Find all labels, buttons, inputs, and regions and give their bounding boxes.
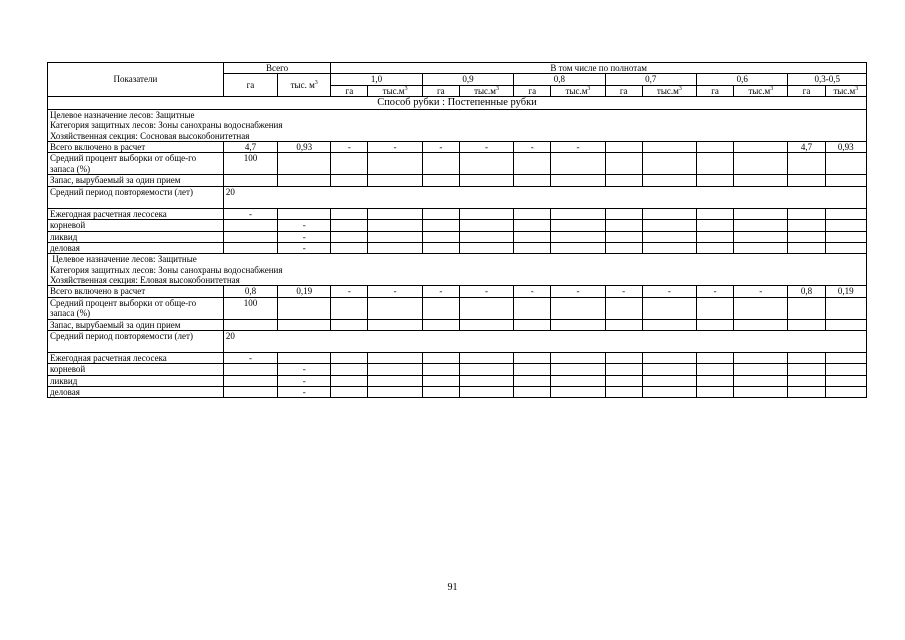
- table-cell: [697, 231, 734, 242]
- table-cell: [331, 153, 368, 175]
- table-cell: [223, 231, 277, 242]
- table-cell: [331, 364, 368, 375]
- table-cell: [788, 297, 825, 319]
- table-cell: [642, 319, 696, 330]
- total-value: -: [331, 286, 368, 297]
- header-by-density: В том числе по полнотам: [331, 63, 867, 74]
- table-cell: [697, 208, 734, 219]
- table-cell: [734, 220, 788, 231]
- total-value: 0,93: [825, 142, 866, 153]
- table-cell: [825, 220, 866, 231]
- unit-volume: $тыс.м^3$: [551, 85, 605, 96]
- table-cell: [605, 364, 642, 375]
- annual-value: -: [223, 352, 277, 363]
- table-cell: [459, 352, 513, 363]
- table-cell: [788, 364, 825, 375]
- root-label: корневой: [48, 364, 224, 375]
- total-value: -: [551, 286, 605, 297]
- table-cell: [331, 297, 368, 319]
- table-cell: [514, 319, 551, 330]
- avg-percent-value: 100: [223, 297, 277, 319]
- table-cell: [551, 242, 605, 253]
- unit-ha: га: [514, 85, 551, 96]
- table-cell: [788, 352, 825, 363]
- table-cell: [642, 242, 696, 253]
- table-cell: [642, 386, 696, 397]
- unit-volume: $тыс.м^3$: [368, 85, 422, 96]
- table-cell: [642, 297, 696, 319]
- table-cell: [788, 375, 825, 386]
- total-value: [642, 142, 696, 153]
- table-cell: [551, 319, 605, 330]
- table-cell: [459, 297, 513, 319]
- table-cell: [605, 220, 642, 231]
- table-cell: [605, 386, 642, 397]
- table-cell: [422, 220, 459, 231]
- table-cell: [642, 364, 696, 375]
- table-cell: [422, 231, 459, 242]
- table-cell: [422, 242, 459, 253]
- table-cell: [223, 242, 277, 253]
- total-value: -: [514, 286, 551, 297]
- annual-value: -: [223, 208, 277, 219]
- table-cell: [605, 242, 642, 253]
- table-cell: [734, 319, 788, 330]
- table-cell: [734, 231, 788, 242]
- table-cell: [514, 352, 551, 363]
- table-cell: [642, 220, 696, 231]
- table-cell: [734, 375, 788, 386]
- total-value: -: [551, 142, 605, 153]
- table-cell: [278, 352, 331, 363]
- table-cell: [368, 153, 422, 175]
- density-header: 0,3-0,5: [788, 74, 867, 85]
- table-cell: [459, 375, 513, 386]
- total-value: [605, 142, 642, 153]
- table-cell: [278, 297, 331, 319]
- unit-ha: га: [605, 85, 642, 96]
- total-value: -: [642, 286, 696, 297]
- total-value: -: [459, 142, 513, 153]
- table-cell: [697, 375, 734, 386]
- total-label: Всего включено в расчет: [48, 286, 224, 297]
- table-cell: [514, 153, 551, 175]
- table-cell: [459, 319, 513, 330]
- table-cell: [459, 153, 513, 175]
- table-cell: [734, 297, 788, 319]
- table-cell: [422, 319, 459, 330]
- table-cell: [223, 364, 277, 375]
- table-cell: [459, 231, 513, 242]
- table-cell: [825, 242, 866, 253]
- table-cell: [605, 153, 642, 175]
- table-cell: [642, 231, 696, 242]
- unit-volume: $тыс.м^3$: [734, 85, 788, 96]
- table-cell: [223, 220, 277, 231]
- table-cell: [514, 242, 551, 253]
- table-cell: [422, 297, 459, 319]
- table-cell: [278, 153, 331, 175]
- period-value: 20: [223, 186, 866, 208]
- table-cell: [278, 208, 331, 219]
- page-number: 91: [447, 582, 458, 593]
- unit-ha: га: [422, 85, 459, 96]
- table-cell: [788, 386, 825, 397]
- density-header: 0,7: [605, 74, 696, 85]
- table-cell: [459, 220, 513, 231]
- business-label: деловая: [48, 242, 224, 253]
- density-header: 1,0: [331, 74, 422, 85]
- table-cell: [331, 208, 368, 219]
- table-cell: [825, 231, 866, 242]
- total-value: 4,7: [223, 142, 277, 153]
- avg-percent-value: 100: [223, 153, 277, 175]
- table-cell: [368, 242, 422, 253]
- business-value: -: [278, 242, 331, 253]
- business-label: деловая: [48, 386, 224, 397]
- table-cell: [331, 386, 368, 397]
- table-cell: [551, 220, 605, 231]
- table-cell: [331, 352, 368, 363]
- table-cell: [422, 386, 459, 397]
- table-cell: [551, 297, 605, 319]
- table-cell: [697, 352, 734, 363]
- table-cell: [459, 364, 513, 375]
- total-value: [697, 142, 734, 153]
- header-total-volume: тыс. $м^3$: [278, 74, 331, 97]
- table-cell: [514, 175, 551, 186]
- root-value: -: [278, 220, 331, 231]
- table-cell: [697, 319, 734, 330]
- total-value: -: [422, 286, 459, 297]
- root-value: -: [278, 364, 331, 375]
- header-total: Всего: [223, 63, 331, 74]
- table-cell: [223, 319, 277, 330]
- table-cell: [825, 352, 866, 363]
- table-cell: [825, 319, 866, 330]
- table-cell: [459, 208, 513, 219]
- total-value: [734, 142, 788, 153]
- table-cell: [551, 352, 605, 363]
- stock-label: Запас, вырубаемый за один прием: [48, 175, 224, 186]
- annual-label: Ежегодная расчетная лесосека: [48, 352, 224, 363]
- table-cell: [368, 175, 422, 186]
- table-cell: [422, 153, 459, 175]
- table-cell: [223, 375, 277, 386]
- harvest-table: [47, 62, 867, 398]
- cutting-method: Способ рубки : Постепенные рубки: [48, 97, 867, 110]
- table-cell: [331, 175, 368, 186]
- total-value: -: [605, 286, 642, 297]
- total-label: Всего включено в расчет: [48, 142, 224, 153]
- table-cell: [459, 175, 513, 186]
- table-cell: [422, 352, 459, 363]
- table-cell: [551, 375, 605, 386]
- table-cell: [331, 319, 368, 330]
- table-cell: [331, 242, 368, 253]
- table-cell: [697, 364, 734, 375]
- table-cell: [642, 352, 696, 363]
- table-cell: [788, 242, 825, 253]
- liquid-label: ликвид: [48, 375, 224, 386]
- table-cell: [734, 242, 788, 253]
- table-cell: [514, 297, 551, 319]
- total-value: -: [697, 286, 734, 297]
- section-info-line: Хозяйственная секция: Сосновая высокобонитетная: [50, 130, 250, 141]
- table-cell: [368, 319, 422, 330]
- total-value: 0,19: [825, 286, 866, 297]
- table-cell: [368, 231, 422, 242]
- table-cell: [605, 231, 642, 242]
- table-cell: [422, 364, 459, 375]
- total-value: -: [514, 142, 551, 153]
- table-cell: [514, 231, 551, 242]
- table-cell: [368, 297, 422, 319]
- table-cell: [514, 375, 551, 386]
- total-value: 0,19: [278, 286, 331, 297]
- table-cell: [223, 386, 277, 397]
- unit-volume: $тыс.м^3$: [459, 85, 513, 96]
- table-cell: [734, 208, 788, 219]
- table-cell: [825, 386, 866, 397]
- table-cell: [514, 364, 551, 375]
- total-value: 0,8: [223, 286, 277, 297]
- table-cell: [605, 208, 642, 219]
- table-cell: [697, 242, 734, 253]
- total-value: -: [459, 286, 513, 297]
- table-cell: [697, 220, 734, 231]
- table-cell: [697, 175, 734, 186]
- table-cell: [825, 375, 866, 386]
- header-total-ha: га: [223, 74, 277, 97]
- density-header: 0,8: [514, 74, 605, 85]
- section-info-line: Хозяйственная секция: Еловая высокобонитетная: [50, 274, 240, 285]
- table-cell: [788, 319, 825, 330]
- table-cell: [697, 386, 734, 397]
- total-value: -: [422, 142, 459, 153]
- table-cell: [605, 375, 642, 386]
- table-cell: [514, 220, 551, 231]
- total-value: -: [368, 142, 422, 153]
- table-cell: [788, 220, 825, 231]
- density-header: 0,6: [697, 74, 788, 85]
- unit-ha: га: [788, 85, 825, 96]
- table-cell: [788, 231, 825, 242]
- stock-label: Запас, вырубаемый за один прием: [48, 319, 224, 330]
- table-cell: [642, 208, 696, 219]
- table-cell: [422, 375, 459, 386]
- section-info-line: Целевое назначение лесов: Защитные: [50, 254, 197, 265]
- avg-percent-label: Средний процент выборки от обще-го запаса (%): [48, 153, 224, 175]
- liquid-value: -: [278, 375, 331, 386]
- liquid-label: ликвид: [48, 231, 224, 242]
- business-value: -: [278, 386, 331, 397]
- table-cell: [368, 364, 422, 375]
- table-cell: [223, 175, 277, 186]
- table-cell: [551, 153, 605, 175]
- table-cell: [514, 208, 551, 219]
- table-cell: [734, 153, 788, 175]
- annual-label: Ежегодная расчетная лесосека: [48, 208, 224, 219]
- section-info-line: Категория защитных лесов: Зоны санохраны водоснабжения: [50, 120, 283, 131]
- section-info-line: Целевое назначение лесов: Защитные: [50, 110, 195, 121]
- table-cell: [459, 242, 513, 253]
- table-cell: [551, 386, 605, 397]
- total-value: -: [368, 286, 422, 297]
- table-cell: [825, 153, 866, 175]
- total-value: -: [331, 142, 368, 153]
- table-cell: [278, 175, 331, 186]
- table-cell: [514, 386, 551, 397]
- density-header: 0,9: [422, 74, 513, 85]
- table-cell: [825, 364, 866, 375]
- table-cell: [605, 297, 642, 319]
- table-cell: [825, 175, 866, 186]
- section-info-line: Категория защитных лесов: Зоны санохраны водоснабжения: [50, 264, 283, 275]
- period-value: 20: [223, 330, 866, 352]
- total-value: 4,7: [788, 142, 825, 153]
- table-cell: [368, 352, 422, 363]
- table-cell: [331, 220, 368, 231]
- table-cell: [697, 297, 734, 319]
- table-cell: [551, 175, 605, 186]
- table-cell: [825, 297, 866, 319]
- table-cell: [551, 208, 605, 219]
- table-cell: [642, 153, 696, 175]
- liquid-value: -: [278, 231, 331, 242]
- table-cell: [734, 386, 788, 397]
- table-cell: [422, 208, 459, 219]
- table-cell: [605, 319, 642, 330]
- period-label: Средний период повторяемости (лет): [48, 186, 224, 208]
- total-value: 0,93: [278, 142, 331, 153]
- section-info: [48, 110, 867, 142]
- table-cell: [697, 153, 734, 175]
- table-cell: [331, 375, 368, 386]
- table-cell: [642, 175, 696, 186]
- root-label: корневой: [48, 220, 224, 231]
- unit-ha: га: [697, 85, 734, 96]
- table-cell: [368, 220, 422, 231]
- unit-ha: га: [331, 85, 368, 96]
- table-cell: [278, 319, 331, 330]
- table-cell: [788, 175, 825, 186]
- table-cell: [734, 175, 788, 186]
- period-label: Средний период повторяемости (лет): [48, 330, 224, 352]
- table-cell: [825, 208, 866, 219]
- unit-volume: $тыс.м^3$: [825, 85, 866, 96]
- table-cell: [331, 231, 368, 242]
- table-cell: [368, 386, 422, 397]
- table-cell: [459, 386, 513, 397]
- table-cell: [788, 153, 825, 175]
- table-cell: [551, 364, 605, 375]
- table-cell: [422, 175, 459, 186]
- table-cell: [368, 208, 422, 219]
- table-cell: [734, 352, 788, 363]
- table-cell: [368, 375, 422, 386]
- total-value: 0,8: [788, 286, 825, 297]
- section-info: [48, 254, 867, 286]
- header-indicators: Показатели: [48, 63, 224, 97]
- table-cell: [605, 175, 642, 186]
- table-cell: [734, 364, 788, 375]
- unit-volume: $тыс.м^3$: [642, 85, 696, 96]
- avg-percent-label: Средний процент выборки от обще-го запаса (%): [48, 297, 224, 319]
- table-cell: [605, 352, 642, 363]
- table-cell: [551, 231, 605, 242]
- table-cell: [642, 375, 696, 386]
- table-cell: [788, 208, 825, 219]
- total-value: -: [734, 286, 788, 297]
